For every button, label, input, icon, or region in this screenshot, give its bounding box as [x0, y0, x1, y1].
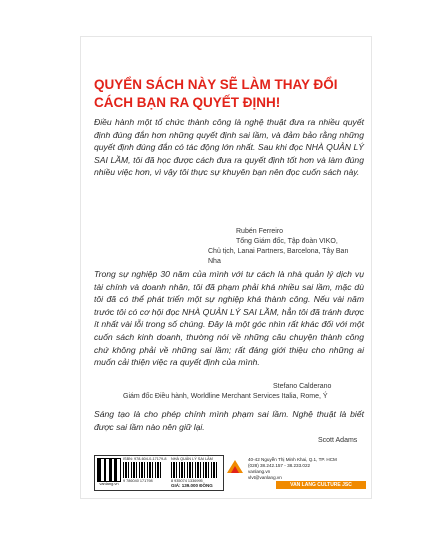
title-label-small: NHÀ QUẢN LÝ SAI LẦM: [171, 457, 213, 461]
headline: [94, 76, 364, 112]
quote-1-author: Rubén Ferreiro: [236, 228, 284, 235]
qr-caption: vanlang.vn: [99, 481, 119, 486]
publisher-website: vanlang.vn: [248, 469, 271, 474]
quote-1-attribution: [208, 227, 362, 267]
quote-3-author: Scott Adams: [318, 437, 358, 444]
headline-line-2: CÁCH BẠN RA QUYẾT ĐỊNH!: [94, 95, 281, 110]
headline-line-1: QUYỂN SÁCH NÀY SẼ LÀM THAY ĐỔI: [94, 77, 338, 92]
publisher-logo-icon: [226, 457, 244, 475]
barcode-panel: [94, 455, 224, 491]
price-label: GIÁ: 139.000 ĐỒNG: [171, 483, 213, 488]
quote-1-role-1: Tổng Giám đốc, Tập đoàn VIKO,: [236, 238, 338, 245]
quote-2-attribution: [123, 382, 362, 402]
quote-3-text: Sáng tạo là cho phép chính mình phạm sai lầm. Nghệ thuật là biết được sai lầm nào nên giữ lại.: [94, 409, 364, 432]
quote-1-text: Điều hành một tổ chức thành công là nghệ thuật đưa ra nhiều quyết định đúng đắn hơn những quyết định sai lầm, và đảm bảo rằng những quyết định đúng đắn có tác động lớn nhất. Sau khi đọc NHÀ QUẢN LÝ SAI LẦM, tôi đã học được cách đưa ra quyết định tốt hơn và làm đúng nhiều việc hơn, vì vậy tôi thực sự khuyên bạn nên đọc cuốn sách này.: [94, 117, 364, 178]
publisher-phone: (028) 38.242.157 - 38.233.022: [248, 463, 311, 468]
publisher-name-bar: VAN LANG CULTURE JSC: [276, 481, 366, 489]
price-barcode-number: 8 935074 1336995: [171, 479, 203, 483]
quote-2-text: Trong sự nghiệp 30 năm của mình với tư cách là nhà quản lý dịch vụ tài chính và doanh nhân, tôi đã phạm phải khá nhiều sai lầm, mặc dù tôi đã có thể phát triển một sự nghiệp khá thành công. Nếu vài năm trước tôi có cơ hội đọc NHÀ QUẢN LÝ SAI LẦM, hẳn tôi đã tránh được ít nhất vài lỗi trong số chúng. Đây là một góc nhìn rất khác đối với một cuốn sách kinh doanh, thường nói về những câu chuyện thành công chứ không phải về những sai lầm; rất đáng giới thiệu cho những ai muốn cải thiện việc ra quyết định của mình.: [94, 269, 364, 368]
isbn-label: ISBN: 978-604-0-17179-8: [123, 457, 167, 461]
isbn-barcode: [123, 462, 163, 478]
publisher-address: 40-42 Nguyễn Thị Minh Khai, Q.1, TP. HCM: [248, 457, 337, 462]
publisher-info: [226, 455, 366, 489]
price-barcode: [171, 462, 219, 478]
quote-2-role: Giám đốc Điều hành, Worldline Merchant Services Italia, Rome, Ý: [123, 393, 328, 400]
publisher-strip: [94, 455, 366, 489]
quote-1-role-2: Chủ tịch, Lanai Partners, Barcelona, Tây Ban Nha: [208, 248, 349, 265]
isbn-barcode-number: 9 786040 171798: [123, 479, 153, 483]
qr-code-icon: [97, 458, 121, 482]
quote-2-author: Stefano Calderano: [273, 383, 332, 390]
publisher-email: vlvt@vanlang.vn: [248, 475, 282, 480]
